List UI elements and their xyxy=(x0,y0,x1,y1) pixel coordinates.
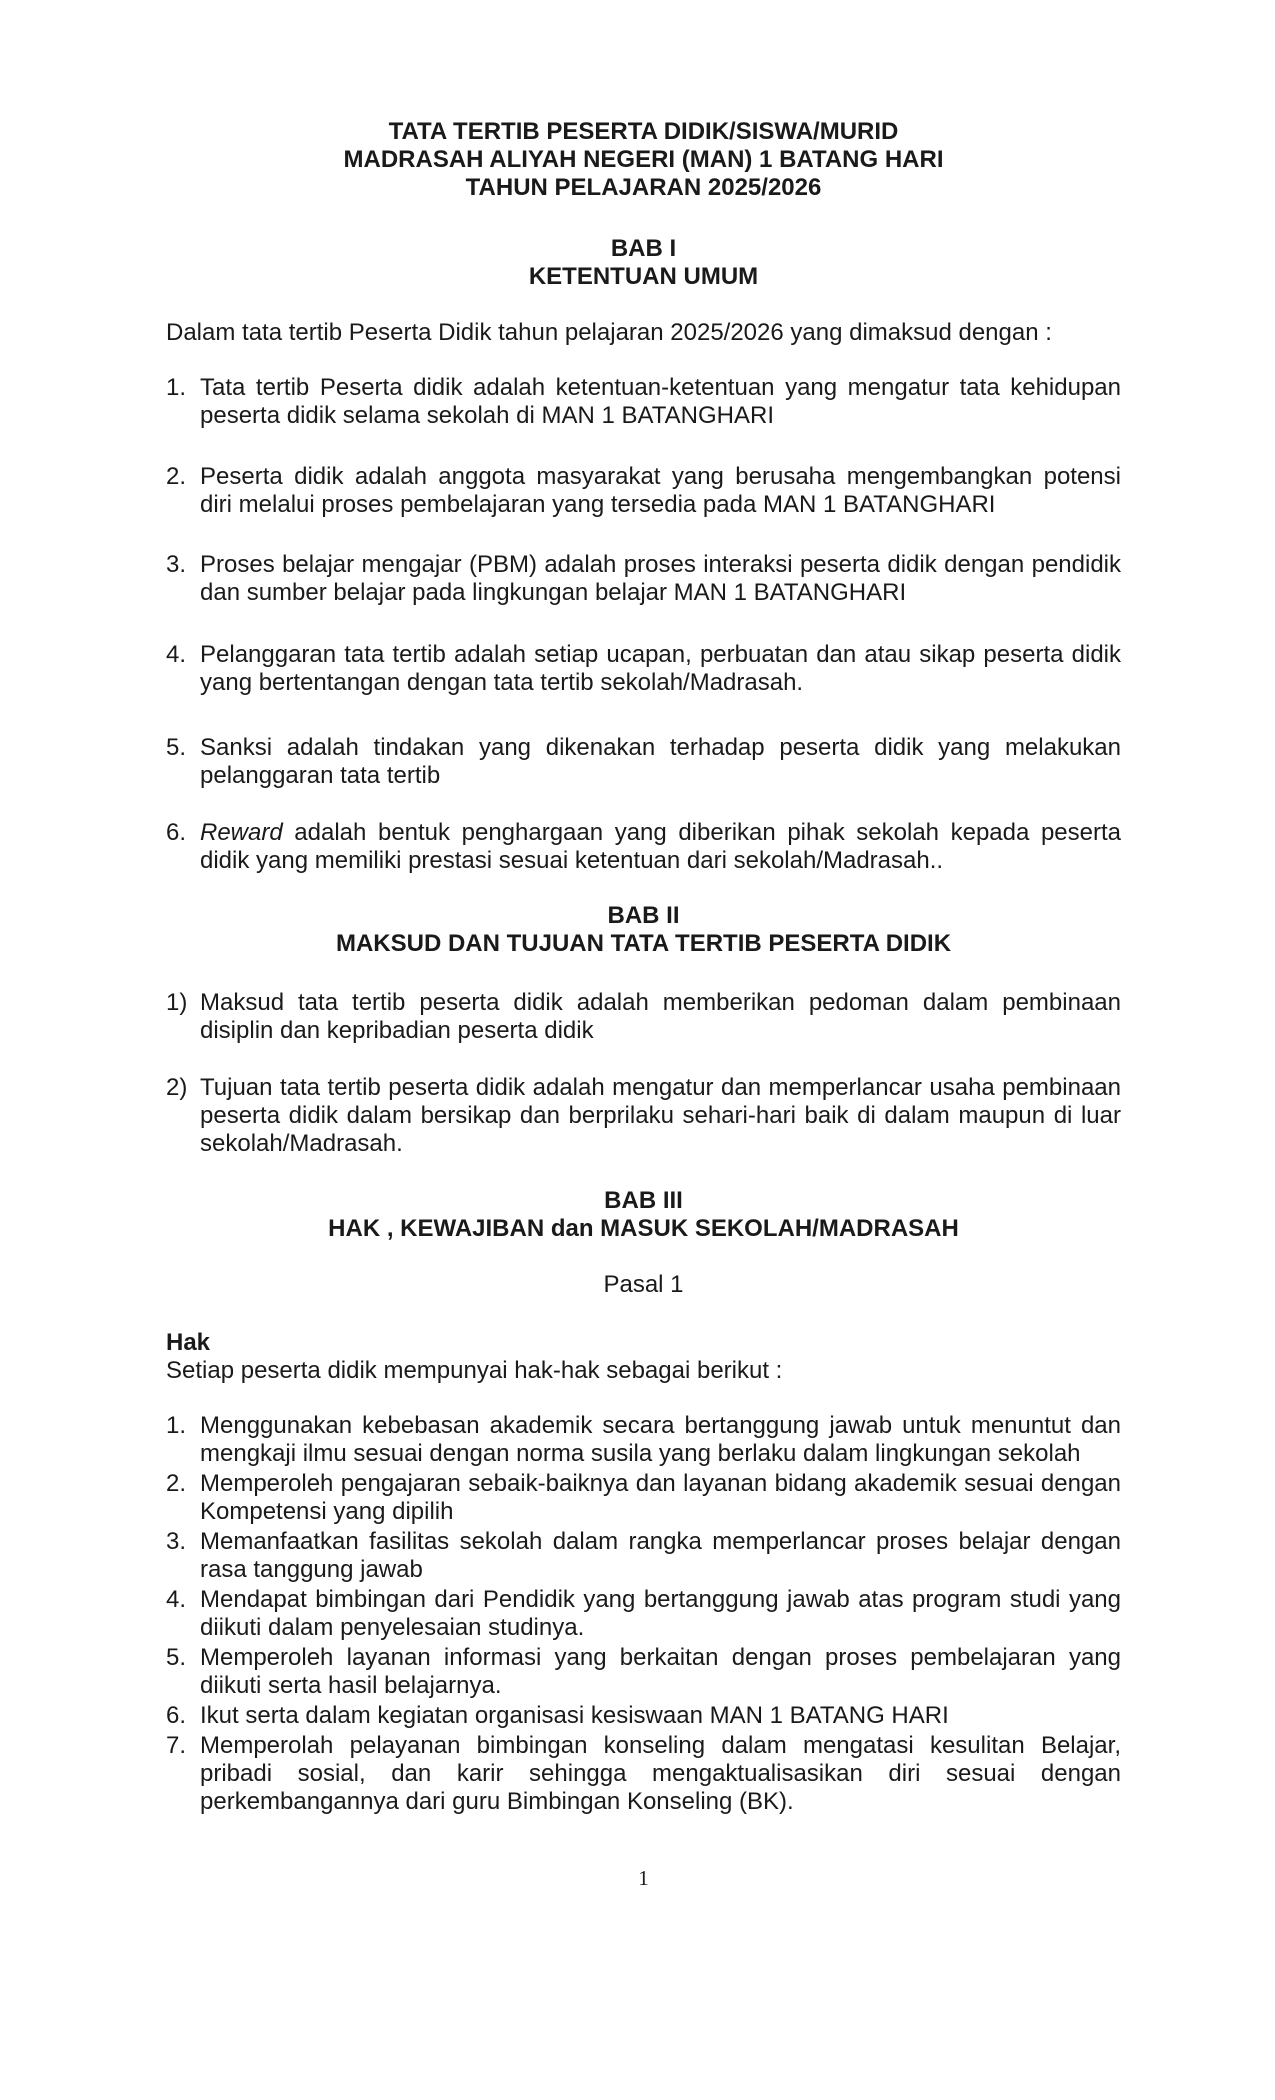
list-item-text: Tata tertib Peserta didik adalah ketentuan-ketentuan yang mengatur tata kehidupan peserta didik selama sekolah di MAN 1 BATANGHARI xyxy=(200,374,1121,429)
list-item-number: 7. xyxy=(166,1732,187,1759)
list-item-text: Sanksi adalah tindakan yang dikenakan terhadap peserta didik yang melakukan pelanggaran tata tertib xyxy=(200,734,1121,789)
list-item-text: Mendapat bimbingan dari Pendidik yang bertanggung jawab atas program studi yang diikuti dalam penyelesaian studinya. xyxy=(200,1586,1121,1641)
pasal-heading: Pasal 1 xyxy=(603,1271,684,1298)
bab1-heading xyxy=(166,235,1121,291)
list-item-text: Pelanggaran tata tertib adalah setiap ucapan, perbuatan dan atau sikap peserta didik yang bertentangan dengan tata tertib sekolah/Madrasah. xyxy=(200,641,1121,696)
list-item xyxy=(166,1702,1121,1730)
list-item-number: 6. xyxy=(166,1702,187,1729)
bab2-heading xyxy=(166,902,1121,958)
chapter-title: HAK , KEWAJIBAN dan MASUK SEKOLAH/MADRASAH xyxy=(328,1215,959,1242)
list-item xyxy=(166,734,1121,790)
list-item-number: 1. xyxy=(166,374,187,401)
list-item xyxy=(166,463,1121,519)
list-item xyxy=(166,551,1121,607)
list-item xyxy=(166,1644,1121,1700)
reward-italic-word: Reward xyxy=(200,819,283,846)
title-line-3: TAHUN PELAJARAN 2025/2026 xyxy=(465,174,822,201)
list-item xyxy=(166,1074,1121,1158)
list-item-number: 5. xyxy=(166,1644,187,1671)
document-title xyxy=(166,118,1121,202)
list-item-text: Peserta didik adalah anggota masyarakat yang berusaha mengembangkan potensi diri melalui proses pembelajaran yang tersedia pada MAN 1 BATANGHARI xyxy=(200,463,1121,518)
list-item-text: Memperolah pelayanan bimbingan konseling dalam mengatasi kesulitan Belajar, pribadi sosial, dan karir sehingga mengaktualisasikan diri sesuai dengan perkembangannya dari guru Bimbingan Konseling (BK). xyxy=(200,1732,1121,1815)
list-item-text: Menggunakan kebebasan akademik secara bertanggung jawab untuk menuntut dan mengkaji ilmu sesuai dengan norma susila yang berlaku dalam lingkungan sekolah xyxy=(200,1412,1121,1467)
chapter-number: BAB I xyxy=(610,235,677,262)
list-item-number: 2) xyxy=(166,1074,188,1101)
bab3-heading xyxy=(166,1187,1121,1243)
list-item xyxy=(166,1412,1121,1468)
list-item-number: 4. xyxy=(166,641,187,668)
list-item xyxy=(166,641,1121,697)
list-item-number: 5. xyxy=(166,734,187,761)
list-item-number: 2. xyxy=(166,463,187,490)
chapter-number: BAB III xyxy=(604,1187,683,1214)
document-content xyxy=(166,118,1121,1816)
list-item-text: Memanfaatkan fasilitas sekolah dalam rangka memperlancar proses belajar dengan rasa tanggung jawab xyxy=(200,1528,1121,1583)
hak-subheading: Hak xyxy=(166,1329,211,1356)
title-line-1: TATA TERTIB PESERTA DIDIK/SISWA/MURID xyxy=(388,118,899,145)
list-item-text: Tujuan tata tertib peserta didik adalah mengatur dan memperlancar usaha pembinaan peserta didik dalam bersikap dan berprilaku sehari-hari baik di dalam maupun di luar sekolah/Madrasah. xyxy=(200,1074,1121,1157)
chapter-number: BAB II xyxy=(607,902,680,929)
list-item xyxy=(166,374,1121,430)
list-item xyxy=(166,1470,1121,1526)
list-item xyxy=(166,1732,1121,1816)
list-item xyxy=(166,989,1121,1045)
list-item-text xyxy=(200,819,1121,874)
chapter-title: MAKSUD DAN TUJUAN TATA TERTIB PESERTA DIDIK xyxy=(335,930,952,957)
list-item-number: 1) xyxy=(166,989,188,1016)
list-item-number: 3. xyxy=(166,1528,187,1555)
list-item-number: 6. xyxy=(166,819,187,846)
list-item xyxy=(166,819,1121,875)
list-item-text: Ikut serta dalam kegiatan organisasi kesiswaan MAN 1 BATANG HARI xyxy=(200,1702,949,1729)
page-number: 1 xyxy=(638,1866,649,1890)
chapter-title: KETENTUAN UMUM xyxy=(528,263,759,290)
list-item-text: Proses belajar mengajar (PBM) adalah proses interaksi peserta didik dengan pendidik dan sumber belajar pada lingkungan belajar MAN 1 BATANGHARI xyxy=(200,551,1121,606)
list-item-text: Memperoleh pengajaran sebaik-baiknya dan layanan bidang akademik sesuai dengan Kompetensi yang dipilih xyxy=(200,1470,1121,1525)
list-item xyxy=(166,1586,1121,1642)
title-line-2: MADRASAH ALIYAH NEGERI (MAN) 1 BATANG HARI xyxy=(343,146,944,173)
list-item-text: Memperoleh layanan informasi yang berkaitan dengan proses pembelajaran yang diikuti serta hasil belajarnya. xyxy=(200,1644,1121,1699)
hak-intro: Setiap peserta didik mempunyai hak-hak sebagai berikut : xyxy=(166,1357,783,1384)
list-item-text: Maksud tata tertib peserta didik adalah memberikan pedoman dalam pembinaan disiplin dan kepribadian peserta didik xyxy=(200,989,1121,1044)
list-item-number: 2. xyxy=(166,1470,187,1497)
list-item-number: 3. xyxy=(166,551,187,578)
list-item-number: 4. xyxy=(166,1586,187,1613)
bab1-intro: Dalam tata tertib Peserta Didik tahun pelajaran 2025/2026 yang dimaksud dengan : xyxy=(166,319,1052,346)
list-item-text-rest: adalah bentuk penghargaan yang diberikan pihak sekolah kepada peserta didik yang memiliki prestasi sesuai ketentuan dari sekolah/Madrasah.. xyxy=(200,819,1121,874)
list-item xyxy=(166,1528,1121,1584)
list-item-number: 1. xyxy=(166,1412,187,1439)
